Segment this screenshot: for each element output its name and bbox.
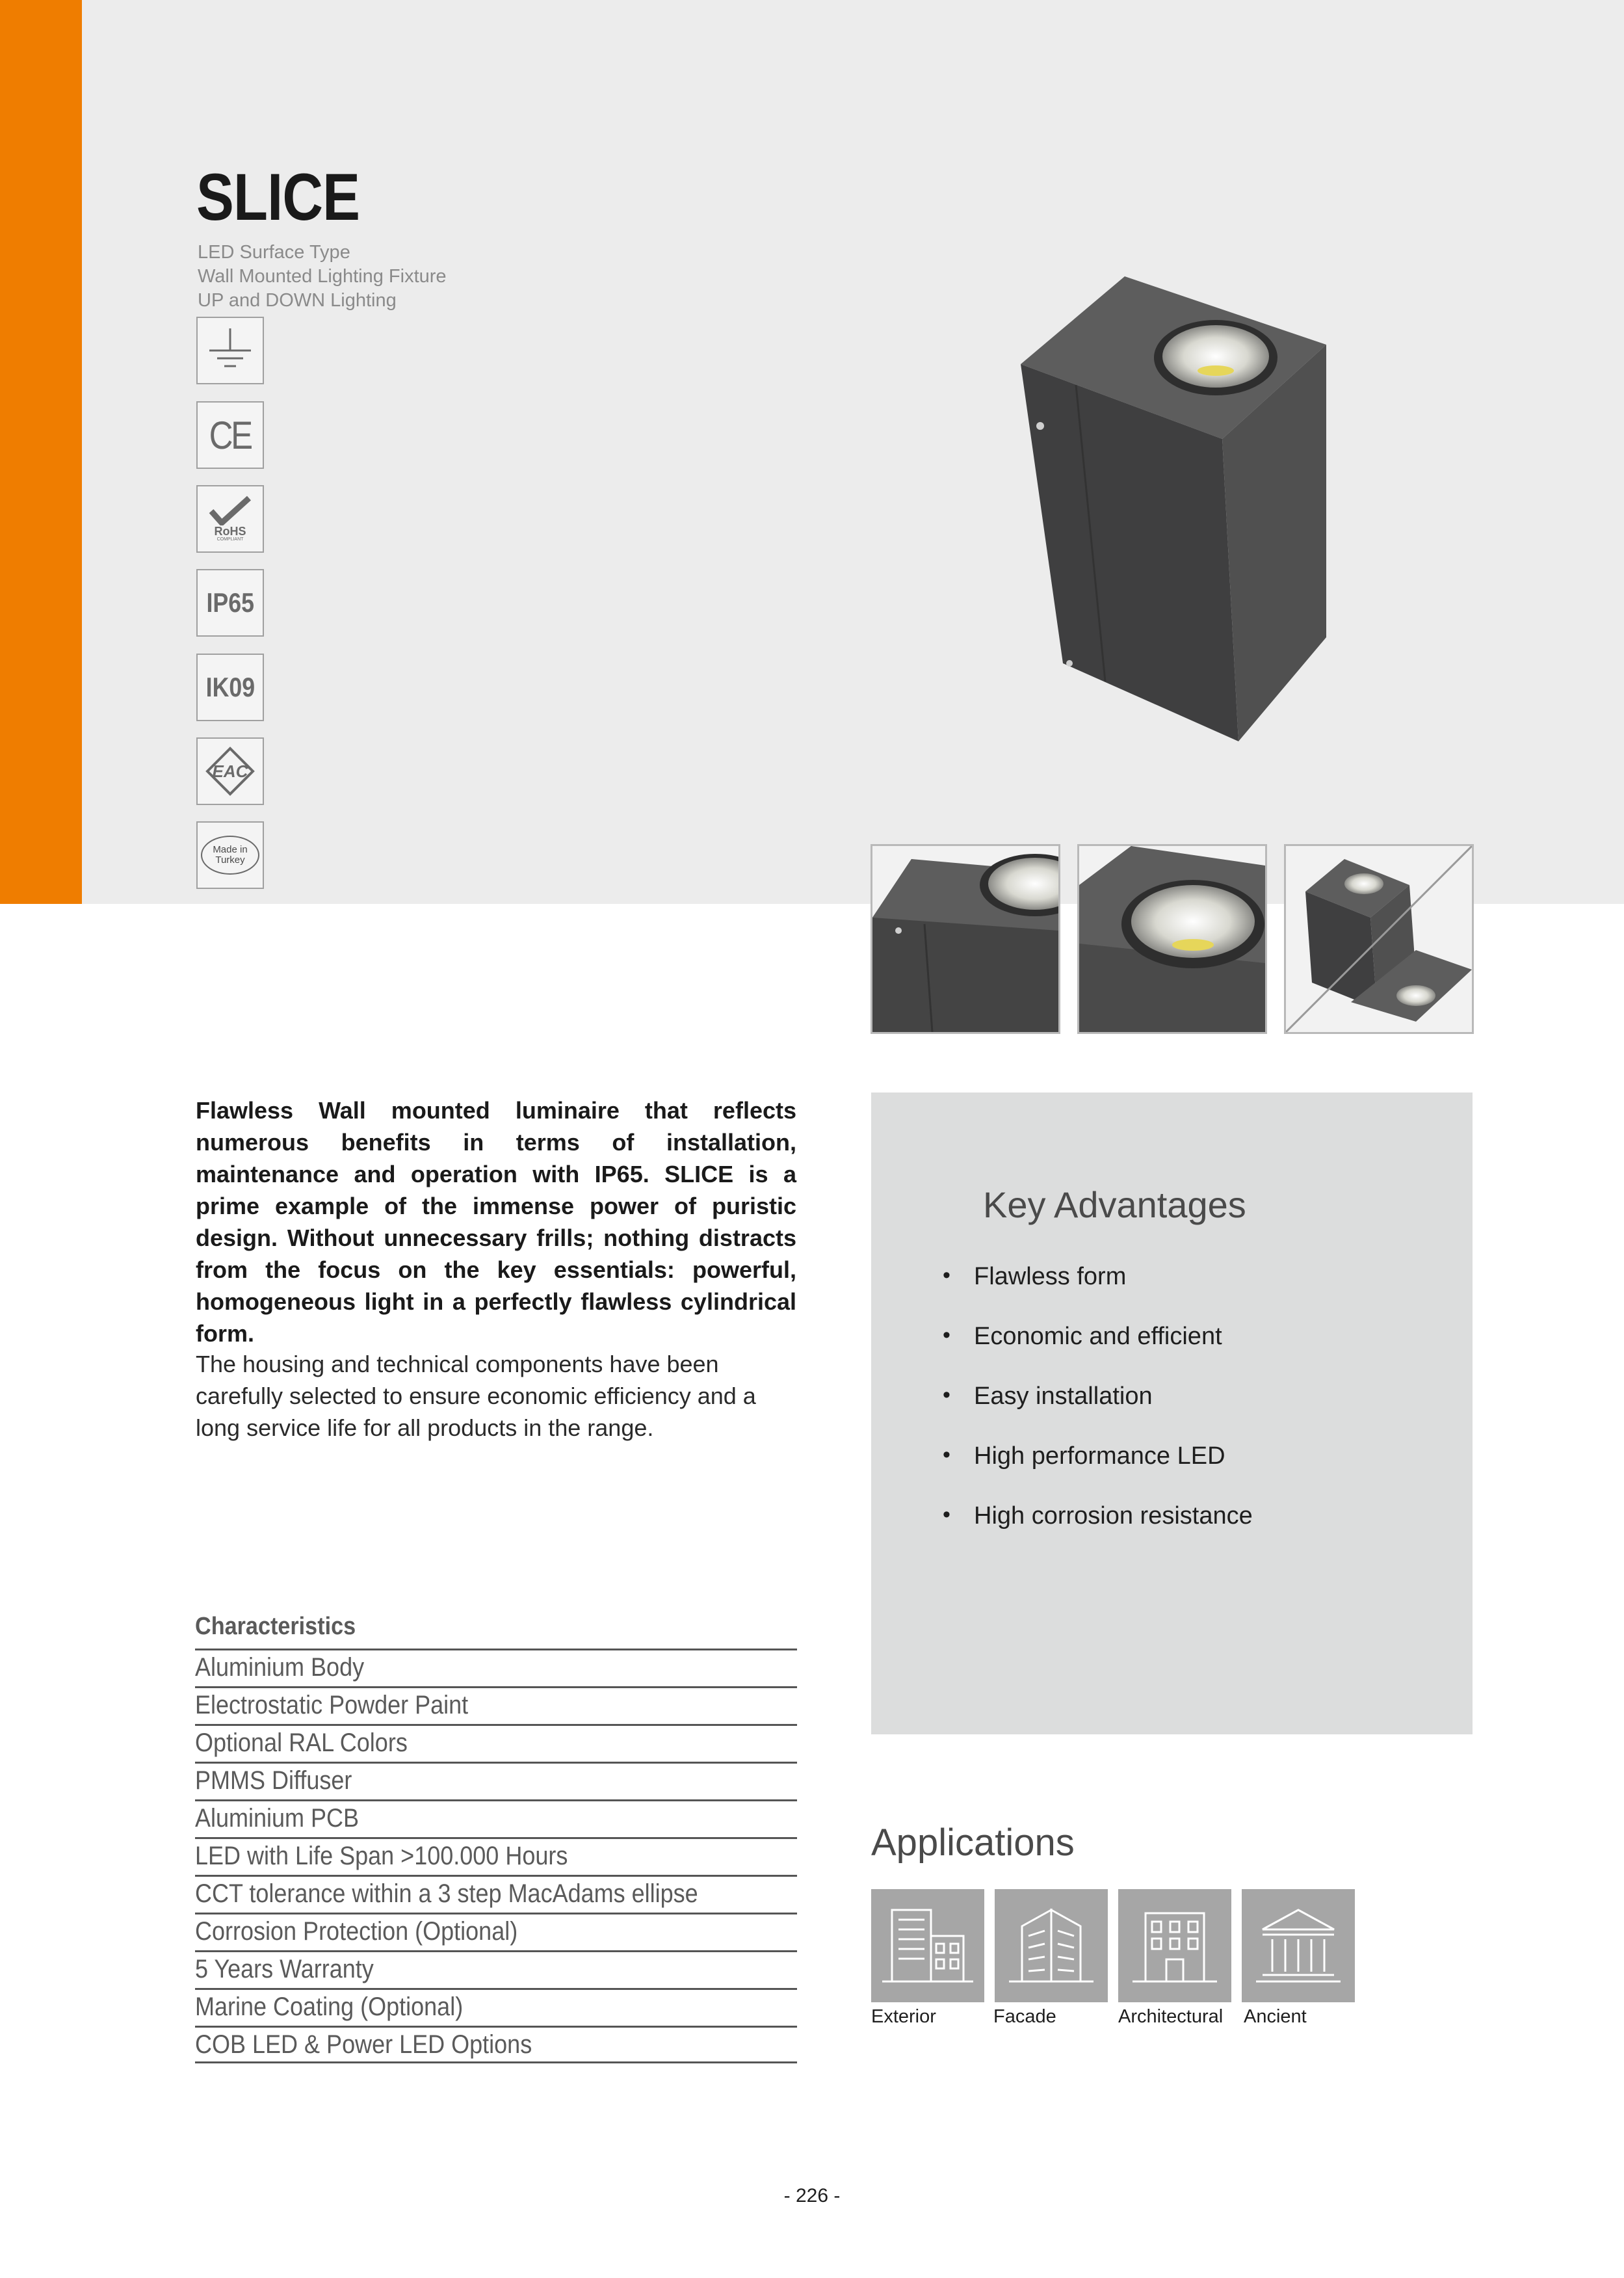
product-title: SLICE bbox=[196, 160, 360, 234]
table-row: COB LED & Power LED Options bbox=[195, 2026, 797, 2063]
table-row: Electrostatic Powder Paint bbox=[195, 1686, 797, 1724]
eac-icon bbox=[196, 737, 264, 805]
table-row: Corrosion Protection (Optional) bbox=[195, 1913, 797, 1950]
key-advantages-title: Key Advantages bbox=[983, 1184, 1246, 1225]
app-label-architectural: Architectural bbox=[1118, 2006, 1224, 2027]
table-row: CCT tolerance within a 3 step MacAdams ellipse bbox=[195, 1875, 797, 1913]
ground-icon bbox=[196, 317, 264, 384]
description-bold: Flawless Wall mounted luminaire that reflects numerous benefits in terms of installation, maintenance and operation with IP65. SLICE is a prime example of the immense power of puristic design. Without unnecessary frills; nothing distracts from the focus on the key essentials: powerful, homogeneous light in a perfectly flawless cylindrical form. bbox=[196, 1097, 796, 1347]
subtitle-line: LED Surface Type bbox=[198, 242, 350, 263]
facade-tower-icon bbox=[995, 1889, 1108, 2002]
key-advantages-list bbox=[943, 1263, 1253, 1562]
eac-text: EAC bbox=[212, 762, 248, 781]
characteristics-list bbox=[195, 1649, 797, 2063]
made-in-turkey-icon bbox=[196, 821, 264, 889]
ip65-badge: IP65 bbox=[196, 569, 264, 637]
ik09-badge: IK09 bbox=[196, 654, 264, 721]
description-normal: The housing and technical components have been carefully selected to ensure economic efficiency and a long service life for all products in the range. bbox=[196, 1351, 756, 1441]
key-advantages-panel bbox=[871, 1093, 1473, 1734]
characteristics-title: Characteristics bbox=[195, 1613, 356, 1640]
applications-title: Applications bbox=[871, 1821, 1075, 1864]
list-item: • High corrosion resistance bbox=[943, 1502, 1253, 1530]
product-subtitle bbox=[198, 241, 447, 313]
subtitle-line: UP and DOWN Lighting bbox=[198, 290, 397, 311]
subtitle-line: Wall Mounted Lighting Fixture bbox=[198, 266, 447, 287]
ce-mark-icon: CE bbox=[196, 401, 264, 469]
made-in-oval: Made in Turkey bbox=[201, 836, 259, 875]
bullet-icon: • bbox=[943, 1383, 950, 1407]
table-row: Optional RAL Colors bbox=[195, 1724, 797, 1762]
thumbnail-2 bbox=[1077, 844, 1267, 1034]
architectural-building-icon bbox=[1118, 1889, 1231, 2002]
app-label-ancient: Ancient bbox=[1244, 2006, 1307, 2027]
table-row: Aluminium Body bbox=[195, 1649, 797, 1686]
page-number: - 226 - bbox=[783, 2185, 841, 2206]
bullet-icon: • bbox=[943, 1323, 950, 1347]
ancient-temple-icon bbox=[1242, 1889, 1355, 2002]
product-hero-image bbox=[1001, 273, 1346, 748]
list-item: • Easy installation bbox=[943, 1383, 1153, 1410]
thumbnail-3 bbox=[1284, 844, 1474, 1034]
table-row: Aluminium PCB bbox=[195, 1799, 797, 1837]
bullet-icon: • bbox=[943, 1502, 950, 1527]
bullet-icon: • bbox=[943, 1442, 950, 1467]
bullet-icon: • bbox=[943, 1263, 950, 1288]
accent-bar bbox=[0, 0, 82, 904]
app-label-facade: Facade bbox=[993, 2006, 1056, 2027]
list-item: • High performance LED bbox=[943, 1442, 1225, 1470]
table-row: LED with Life Span >100.000 Hours bbox=[195, 1837, 797, 1875]
table-row: Marine Coating (Optional) bbox=[195, 1988, 797, 2026]
list-item: • Flawless form bbox=[943, 1263, 1127, 1290]
list-item: • Economic and efficient bbox=[943, 1323, 1222, 1350]
thumbnail-1 bbox=[871, 844, 1060, 1034]
rohs-icon: RoHS COMPLIANT bbox=[196, 485, 264, 553]
table-row: 5 Years Warranty bbox=[195, 1950, 797, 1988]
exterior-buildings-icon bbox=[871, 1889, 984, 2002]
table-row: PMMS Diffuser bbox=[195, 1762, 797, 1799]
app-label-exterior: Exterior bbox=[871, 2006, 936, 2027]
